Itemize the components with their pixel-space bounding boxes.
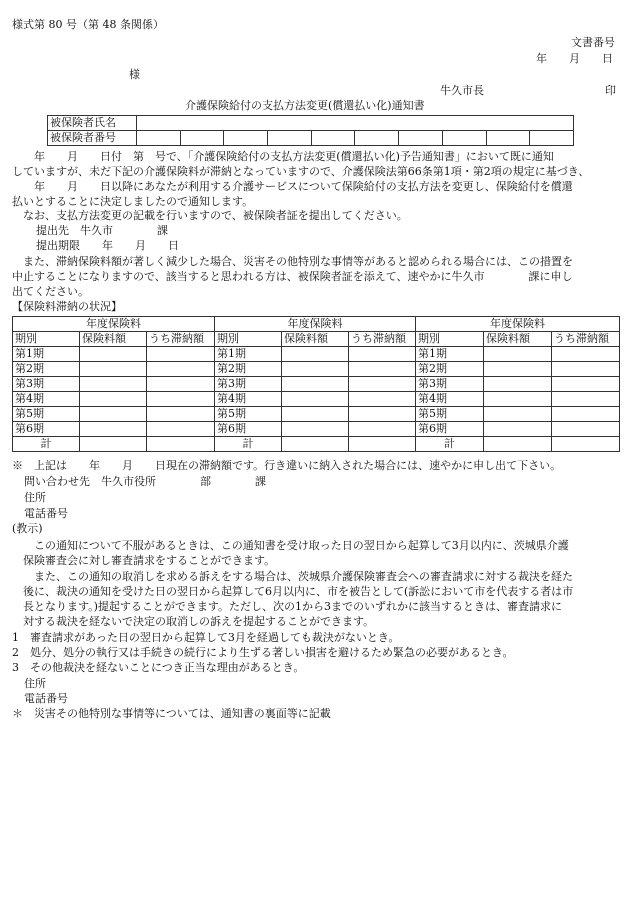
insured-number-digit[interactable]	[530, 131, 574, 146]
phone-label: 電話番号	[24, 507, 68, 520]
insured-number-digit[interactable]	[355, 131, 399, 146]
period-label: 第2期	[416, 362, 484, 377]
premium-amount-cell[interactable]	[80, 422, 147, 437]
col-arrears: うち滞納額	[147, 332, 215, 347]
total-premium-cell[interactable]	[80, 437, 147, 452]
condition-item: 3 その他裁決を経ないことにつき正当な理由があるとき。	[12, 661, 305, 674]
arrears-amount-cell[interactable]	[349, 422, 416, 437]
premium-amount-cell[interactable]	[484, 347, 552, 362]
period-row	[13, 347, 620, 362]
premium-amount-cell[interactable]	[80, 377, 147, 392]
period-label: 第2期	[215, 362, 282, 377]
period-label: 第5期	[13, 407, 80, 422]
address-label: 住所	[24, 491, 46, 504]
condition-item: 2 処分、処分の執行又は手続きの続行により生ずる著しい損害を避けるため緊急の必要があるとき。	[12, 646, 514, 659]
addressee-suffix: 様	[129, 68, 140, 81]
insured-number-digit[interactable]	[399, 131, 443, 146]
arrears-amount-cell[interactable]	[349, 392, 416, 407]
arrears-amount-cell[interactable]	[552, 407, 620, 422]
text-line: また、この通知の取消しを求める訴えをする場合は、茨城県介護保険審査会への審査請求に対する裁決を経た	[12, 570, 573, 583]
premium-amount-cell[interactable]	[282, 377, 349, 392]
arrears-amount-cell[interactable]	[552, 377, 620, 392]
period-label: 第4期	[13, 392, 80, 407]
arrears-amount-cell[interactable]	[147, 422, 215, 437]
col-period: 期別	[416, 332, 484, 347]
year-header: 年度保険料	[416, 317, 620, 332]
text-line: 後に、裁決の通知を受けた日の翌日から起算して6月以内に、市を被告として(訴訟において市を代表する者は市	[12, 585, 574, 598]
premium-amount-cell[interactable]	[80, 392, 147, 407]
period-label: 第5期	[215, 407, 282, 422]
period-label: 第1期	[13, 347, 80, 362]
arrears-amount-cell[interactable]	[349, 362, 416, 377]
document-number-label: 文書番号	[571, 36, 615, 49]
arrears-amount-cell[interactable]	[552, 347, 620, 362]
insured-number-digit[interactable]	[311, 131, 355, 146]
premium-amount-cell[interactable]	[282, 407, 349, 422]
arrears-amount-cell[interactable]	[349, 377, 416, 392]
period-label: 第3期	[215, 377, 282, 392]
period-rows	[13, 347, 620, 437]
seal-mark: 印	[605, 84, 616, 97]
period-label: 第6期	[13, 422, 80, 437]
arrears-amount-cell[interactable]	[349, 347, 416, 362]
premium-amount-cell[interactable]	[282, 362, 349, 377]
arrears-date-note: ※ 上記は 年 月 日現在の滞納額です。行き違いに納入された場合には、速やかに申し出て下さい。	[12, 459, 562, 472]
premium-amount-cell[interactable]	[484, 392, 552, 407]
submit-deadline: 提出期限 年 月 日	[36, 239, 179, 252]
period-label: 第3期	[13, 377, 80, 392]
period-label: 第1期	[215, 347, 282, 362]
total-premium-cell[interactable]	[282, 437, 349, 452]
issue-date: 年 月 日	[536, 52, 613, 65]
insured-number-label: 被保険者番号	[48, 131, 137, 146]
premium-amount-cell[interactable]	[484, 407, 552, 422]
arrears-amount-cell[interactable]	[147, 362, 215, 377]
arrears-amount-cell[interactable]	[147, 407, 215, 422]
arrears-status-table	[12, 316, 620, 452]
period-label: 第6期	[215, 422, 282, 437]
premium-amount-cell[interactable]	[484, 377, 552, 392]
arrears-amount-cell[interactable]	[349, 407, 416, 422]
text-line: 年 月 日付 第 号で、「介護保険給付の支払方法変更(償還払い化)予告通知書」において既に通知	[12, 150, 554, 163]
premium-amount-cell[interactable]	[282, 392, 349, 407]
insured-name-row	[48, 116, 574, 131]
period-row	[13, 377, 620, 392]
total-label: 計	[416, 437, 484, 452]
premium-amount-cell[interactable]	[80, 362, 147, 377]
arrears-amount-cell[interactable]	[147, 392, 215, 407]
text-line: 保険審査会に対し審査請求をすることができます。	[12, 554, 276, 567]
total-premium-cell[interactable]	[484, 437, 552, 452]
col-arrears: うち滞納額	[552, 332, 620, 347]
period-row	[13, 392, 620, 407]
arrears-amount-cell[interactable]	[147, 347, 215, 362]
arrears-amount-cell[interactable]	[552, 392, 620, 407]
insured-info-table	[47, 115, 574, 146]
total-arrears-cell[interactable]	[349, 437, 416, 452]
insured-number-digit[interactable]	[268, 131, 312, 146]
insured-number-row	[48, 131, 574, 146]
period-row	[13, 362, 620, 377]
premium-amount-cell[interactable]	[282, 422, 349, 437]
instruction-phone-label: 電話番号	[24, 692, 68, 705]
instruction-address-label: 住所	[24, 677, 46, 690]
text-line: 中止することになりますので、該当すると思われる方は、被保険者証を添えて、速やかに牛久市 課に申し	[12, 270, 573, 283]
submission-request: なお、支払方法変更の記載を行いますので、被保険者証を提出してください。	[12, 209, 408, 222]
text-line: この通知について不服があるときは、この通知書を受け取った日の翌日から起算して3月以内に、茨城県介護	[12, 539, 569, 552]
appeal-paragraph	[12, 538, 620, 568]
insured-number-digit[interactable]	[137, 131, 181, 146]
col-premium: 保険料額	[80, 332, 147, 347]
total-label: 計	[13, 437, 80, 452]
year-header: 年度保険料	[13, 317, 215, 332]
col-arrears: うち滞納額	[349, 332, 416, 347]
col-premium: 保険料額	[484, 332, 552, 347]
year-header-row	[13, 317, 620, 332]
insured-number-digit[interactable]	[224, 131, 268, 146]
period-label: 第4期	[215, 392, 282, 407]
text-line: していますが、未だ下記の介護保険料が滞納となっていますので、介護保険法第66条第1項・第2項の規定に基づき、	[12, 165, 590, 178]
insured-number-digit[interactable]	[442, 131, 486, 146]
text-line: 長となります。)提起することができます。ただし、次の1から3までのいずれかに該当するときは、審査請求に	[12, 600, 563, 613]
inquiry-contact: 問い合わせ先 牛久市役所 部 課	[24, 475, 266, 488]
premium-amount-cell[interactable]	[80, 407, 147, 422]
period-label: 第5期	[416, 407, 484, 422]
total-arrears-cell[interactable]	[147, 437, 215, 452]
text-line: 対する裁決を経ないで決定の取消しの訴えを提起することができます。	[12, 615, 375, 628]
year-header: 年度保険料	[215, 317, 416, 332]
period-row	[13, 407, 620, 422]
column-header-row	[13, 332, 620, 347]
insured-name-field[interactable]	[137, 116, 574, 131]
condition-item: 1 審査請求があった日の翌日から起算して3月を経過しても裁決がないとき。	[12, 631, 400, 644]
period-label: 第1期	[416, 347, 484, 362]
text-line: 払いとすることに決定しましたので通知します。	[12, 195, 254, 208]
total-row	[13, 437, 620, 452]
form-number: 様式第 80 号（第 48 条関係）	[12, 18, 164, 31]
arrears-amount-cell[interactable]	[552, 422, 620, 437]
period-label: 第6期	[416, 422, 484, 437]
text-line: 年 月 日以降にあなたが利用する介護サービスについて保険給付の支払方法を変更し、保険給付を償還	[12, 180, 573, 193]
arrears-section-title: 【保険料滞納の状況】	[12, 300, 122, 313]
issuer-name: 牛久市長	[440, 84, 484, 97]
text-line: 出てください。	[12, 285, 89, 298]
premium-amount-cell[interactable]	[484, 362, 552, 377]
premium-amount-cell[interactable]	[80, 347, 147, 362]
col-period: 期別	[13, 332, 80, 347]
period-label: 第4期	[416, 392, 484, 407]
col-premium: 保険料額	[282, 332, 349, 347]
insured-name-label: 被保険者氏名	[48, 116, 137, 131]
arrears-amount-cell[interactable]	[552, 362, 620, 377]
period-label: 第2期	[13, 362, 80, 377]
text-line: また、滞納保険料額が著しく減少した場合、災害その他特別な事情等があると認められる場合には、この措置を	[12, 255, 573, 268]
submit-to: 提出先 牛久市 課	[36, 224, 168, 237]
insured-number-digit[interactable]	[180, 131, 224, 146]
notice-paragraph	[12, 149, 620, 209]
insured-number-digit[interactable]	[486, 131, 530, 146]
arrears-amount-cell[interactable]	[147, 377, 215, 392]
col-period: 期別	[215, 332, 282, 347]
lawsuit-paragraph	[12, 569, 620, 629]
notice-title: 介護保険給付の支払方法変更(償還払い化)通知書	[185, 99, 425, 112]
total-label: 計	[215, 437, 282, 452]
cancellation-paragraph	[12, 254, 620, 299]
premium-amount-cell[interactable]	[282, 347, 349, 362]
premium-amount-cell[interactable]	[484, 422, 552, 437]
footnote: ＊ 災害その他特別な事情等については、通知書の裏面等に記載	[12, 707, 331, 720]
total-arrears-cell[interactable]	[552, 437, 620, 452]
period-row	[13, 422, 620, 437]
period-label: 第3期	[416, 377, 484, 392]
instruction-heading: (教示)	[12, 522, 43, 535]
